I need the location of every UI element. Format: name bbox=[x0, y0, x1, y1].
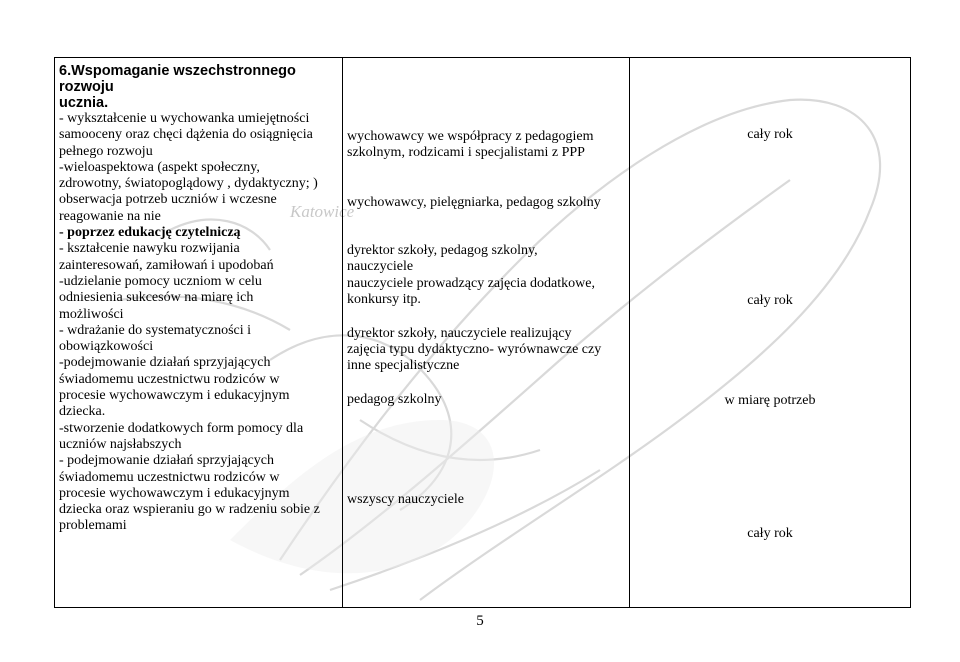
deadline-text: w miarę potrzeb bbox=[724, 393, 816, 408]
cell-deadline bbox=[630, 58, 911, 608]
responsible-line: konkursy itp. bbox=[347, 292, 421, 307]
task-subheading: - poprzez edukację czytelniczą bbox=[59, 225, 241, 241]
section-title-line-1: 6.Wspomaganie wszechstronnego rozwoju bbox=[59, 63, 296, 95]
task-line: obowiązkowości bbox=[59, 339, 154, 355]
task-line: procesie wychowawczym i edukacyjnym bbox=[59, 388, 290, 404]
task-line: zainteresowań, zamiłowań i upodobań bbox=[59, 257, 274, 273]
cell-responsible bbox=[343, 58, 630, 608]
responsible-line: dyrektor szkoły, pedagog szkolny, bbox=[347, 243, 538, 258]
task-line: - wykształcenie u wychowanka umiejętności bbox=[59, 111, 310, 126]
task-line: dziecka. bbox=[59, 404, 106, 420]
task-line: procesie wychowawczym i edukacyjnym bbox=[59, 485, 290, 501]
responsible-line: nauczyciele prowadzący zajęcia dodatkowe, bbox=[347, 276, 595, 291]
task-line: uczniów najsłabszych bbox=[59, 436, 182, 452]
responsible-line: wszyscy nauczyciele bbox=[347, 492, 464, 507]
deadline-text: cały rok bbox=[747, 526, 793, 541]
task-line: -wieloaspektowa (aspekt społeczny, bbox=[59, 159, 260, 175]
task-line: pełnego rozwoju bbox=[59, 143, 153, 159]
task-line: świadomemu uczestnictwu rodziców w bbox=[59, 469, 280, 485]
task-line: samooceny oraz chęci dążenia do osiągnięcia bbox=[59, 127, 313, 143]
task-line: problemami bbox=[59, 518, 127, 534]
task-line: - wdrażanie do systematyczności i bbox=[59, 322, 252, 338]
plan-table bbox=[54, 57, 911, 608]
watermark-text: Katowice bbox=[290, 202, 355, 221]
section-title-line-2: ucznia. bbox=[59, 95, 109, 111]
table-row bbox=[55, 58, 911, 608]
task-line: - kształcenie nawyku rozwijania bbox=[59, 241, 240, 257]
task-line: -podejmowanie działań sprzyjających bbox=[59, 355, 271, 371]
task-line: obserwacja potrzeb uczniów i wczesne bbox=[59, 192, 277, 208]
task-line: zdrowotny, światopoglądowy , dydaktyczny; ) bbox=[59, 176, 318, 192]
task-line: - podejmowanie działań sprzyjających bbox=[59, 453, 274, 469]
task-line: reagowanie na nie bbox=[59, 208, 161, 224]
task-line: dziecka oraz wspieraniu go w radzeniu sobie z bbox=[59, 502, 320, 518]
responsible-line: inne specjalistyczne bbox=[347, 358, 460, 373]
task-line: -stworzenie dodatkowych form pomocy dla bbox=[59, 420, 304, 436]
task-line: -udzielanie pomocy uczniom w celu bbox=[59, 273, 262, 289]
responsible-line: zajęcia typu dydaktyczno- wyrównawcze czy bbox=[347, 342, 602, 357]
deadline-text: cały rok bbox=[747, 293, 793, 308]
cell-tasks bbox=[55, 58, 343, 608]
deadline-text: cały rok bbox=[747, 127, 793, 142]
task-line: świadomemu uczestnictwu rodziców w bbox=[59, 371, 280, 387]
page-number: 5 bbox=[476, 613, 484, 629]
responsible-line: szkolnym, rodzicami i specjalistami z PPP bbox=[347, 145, 585, 160]
responsible-line: wychowawcy we współpracy z pedagogiem bbox=[347, 129, 594, 144]
responsible-line: wychowawcy, pielęgniarka, pedagog szkolny bbox=[347, 195, 601, 210]
responsible-line: nauczyciele bbox=[347, 259, 414, 274]
responsible-line: pedagog szkolny bbox=[347, 392, 442, 407]
task-line: możliwości bbox=[59, 306, 124, 322]
task-line: odniesienia sukcesów na miarę ich bbox=[59, 290, 254, 306]
responsible-line: dyrektor szkoły, nauczyciele realizujący bbox=[347, 326, 572, 341]
